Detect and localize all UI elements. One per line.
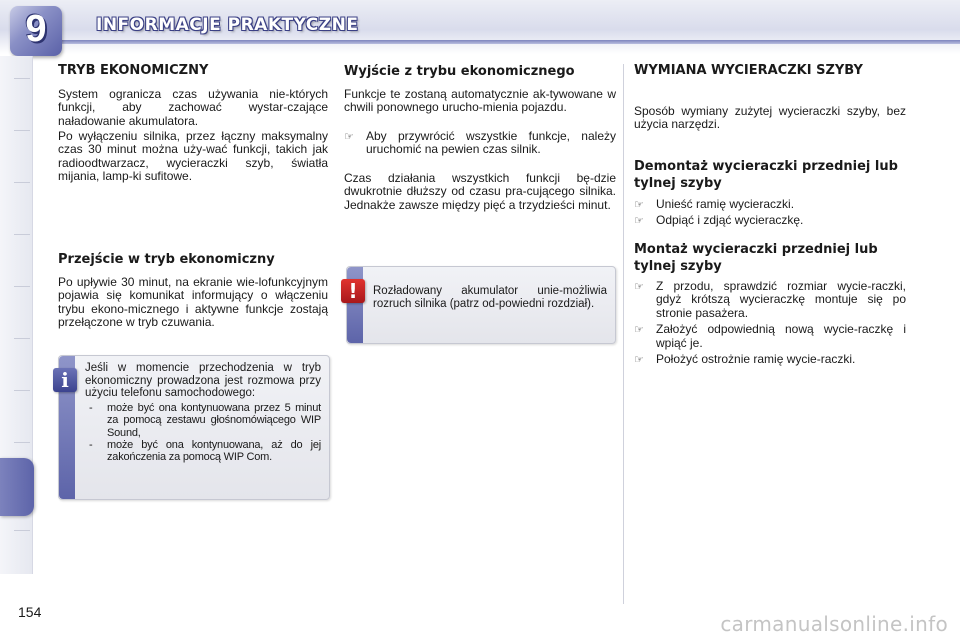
- info-icon: i: [53, 368, 77, 392]
- economy-paragraph-2: Po wyłączeniu silnika, przez łączny maksymalny czas 30 minut można uży-wać funkcji, takich jak radioodtwarzacz, wycieraczki szyb, światła mijania, lamp-ki sufitowe.: [58, 129, 328, 184]
- chapter-index-divider: [14, 390, 30, 391]
- pointing-hand-icon: ☞: [634, 353, 644, 367]
- pointing-hand-icon: ☞: [634, 214, 644, 228]
- warning-icon: !: [341, 279, 365, 303]
- list-item: ☞ Aby przywrócić wszystkie funkcje, należy uruchomić na pewien czas silnik.: [344, 129, 616, 157]
- pointing-hand-icon: ☞: [344, 130, 354, 143]
- chapter-index-divider: [14, 286, 30, 287]
- section-title-economy-mode: TRYB EKONOMICZNY: [58, 63, 209, 78]
- chapter-index-divider: [14, 338, 30, 339]
- info-note: [58, 355, 330, 500]
- column-divider: [623, 64, 624, 604]
- exit-economy-paragraph-2: Czas działania wszystkich funkcji bę-dzie dwukrotnie dłuższy od czasu pra-cującego silnika. Jednakże zawsze między pięć a trzydzieści minut.: [344, 171, 616, 212]
- list-item: ☞ Z przodu, sprawdzić rozmiar wycie-raczki, gdyż krótszą wycieraczkę montuje się po stronie pasażera.: [634, 279, 906, 320]
- wiper-install-bullets: [634, 280, 906, 369]
- warning-note: [346, 266, 616, 344]
- info-note-list: [85, 402, 321, 464]
- page-title: INFORMACJE PRAKTYCZNE: [96, 15, 359, 35]
- enter-economy-paragraph: Po upływie 30 minut, na ekranie wie-lofunkcyjnym pojawia się komunikat informujący o włączeniu trybu ekono-micznego i aktywne funkcje zostają przełączone w tryb czuwania.: [58, 275, 328, 330]
- chapter-index-divider: [14, 78, 30, 79]
- info-note-text: [85, 362, 321, 464]
- wiper-removal-bullets: [634, 198, 906, 231]
- info-note-intro: Jeśli w momencie przechodzenia w tryb ekonomiczny prowadzona jest rozmowa przy użyciu telefonu samochodowego:: [85, 362, 321, 400]
- header-rule: [50, 40, 960, 44]
- list-item: ☞ Założyć odpowiednią nową wycie-raczkę i wpiąć je.: [634, 322, 906, 350]
- chapter-number: 9: [25, 8, 47, 50]
- list-dash: -: [89, 401, 93, 414]
- chapter-index-divider: [14, 530, 30, 531]
- chapter-index-divider: [14, 130, 30, 131]
- list-item: - może być ona kontynuowana przez 5 minut za pomocą zestawu głośnomówiącego WIP Sound,: [89, 401, 321, 439]
- section-title-wiper-removal: Demontaż wycieraczki przedniej lub tylnej szyby: [634, 159, 898, 191]
- list-item: ☞ Położyć ostrożnie ramię wycie-raczki.: [634, 352, 856, 367]
- wiper-paragraph: Sposób wymiany zużytej wycieraczki szyby, bez użycia narzędzi.: [634, 104, 906, 132]
- pointing-hand-icon: ☞: [634, 198, 644, 211]
- list-item: ☞ Unieść ramię wycieraczki.: [634, 197, 795, 211]
- pointing-hand-icon: ☞: [634, 323, 644, 337]
- chapter-index-divider: [14, 182, 30, 183]
- list-dash: -: [89, 439, 93, 451]
- exit-economy-paragraph-1: Funkcje te zostaną automatycznie ak-tywowane w chwili ponownego urucho-mienia pojazdu.: [344, 87, 616, 115]
- pointing-hand-icon: ☞: [634, 280, 644, 293]
- economy-paragraph-1: System ogranicza czas używania nie-których funkcji, aby zachować wystar-czające naładowanie akumulatora.: [58, 87, 328, 128]
- section-title-wiper-replacement: WYMIANA WYCIERACZKI SZYBY: [634, 63, 863, 78]
- list-item: - może być ona kontynuowana, aż do jej zakończenia za pomocą WIP Com.: [89, 439, 321, 464]
- watermark-text: carmanualsonline.info: [720, 612, 948, 636]
- section-title-exit-economy: Wyjście z trybu ekonomicznego: [344, 64, 575, 79]
- page-number: 154: [18, 604, 42, 620]
- exit-economy-bullets: [344, 130, 616, 160]
- chapter-index-divider: [14, 442, 30, 443]
- section-title-wiper-install: Montaż wycieraczki przedniej lub tylnej szyby: [634, 242, 878, 274]
- list-item: ☞ Odpiąć i zdjąć wycieraczkę.: [634, 213, 804, 228]
- chapter-index-divider: [14, 234, 30, 235]
- warning-note-text: Rozładowany akumulator unie-możliwia rozruch silnika (patrz od-powiedni rozdział).: [373, 285, 607, 310]
- chapter-index-active-tab: [0, 458, 34, 516]
- section-title-enter-economy: Przejście w tryb ekonomiczny: [58, 252, 275, 267]
